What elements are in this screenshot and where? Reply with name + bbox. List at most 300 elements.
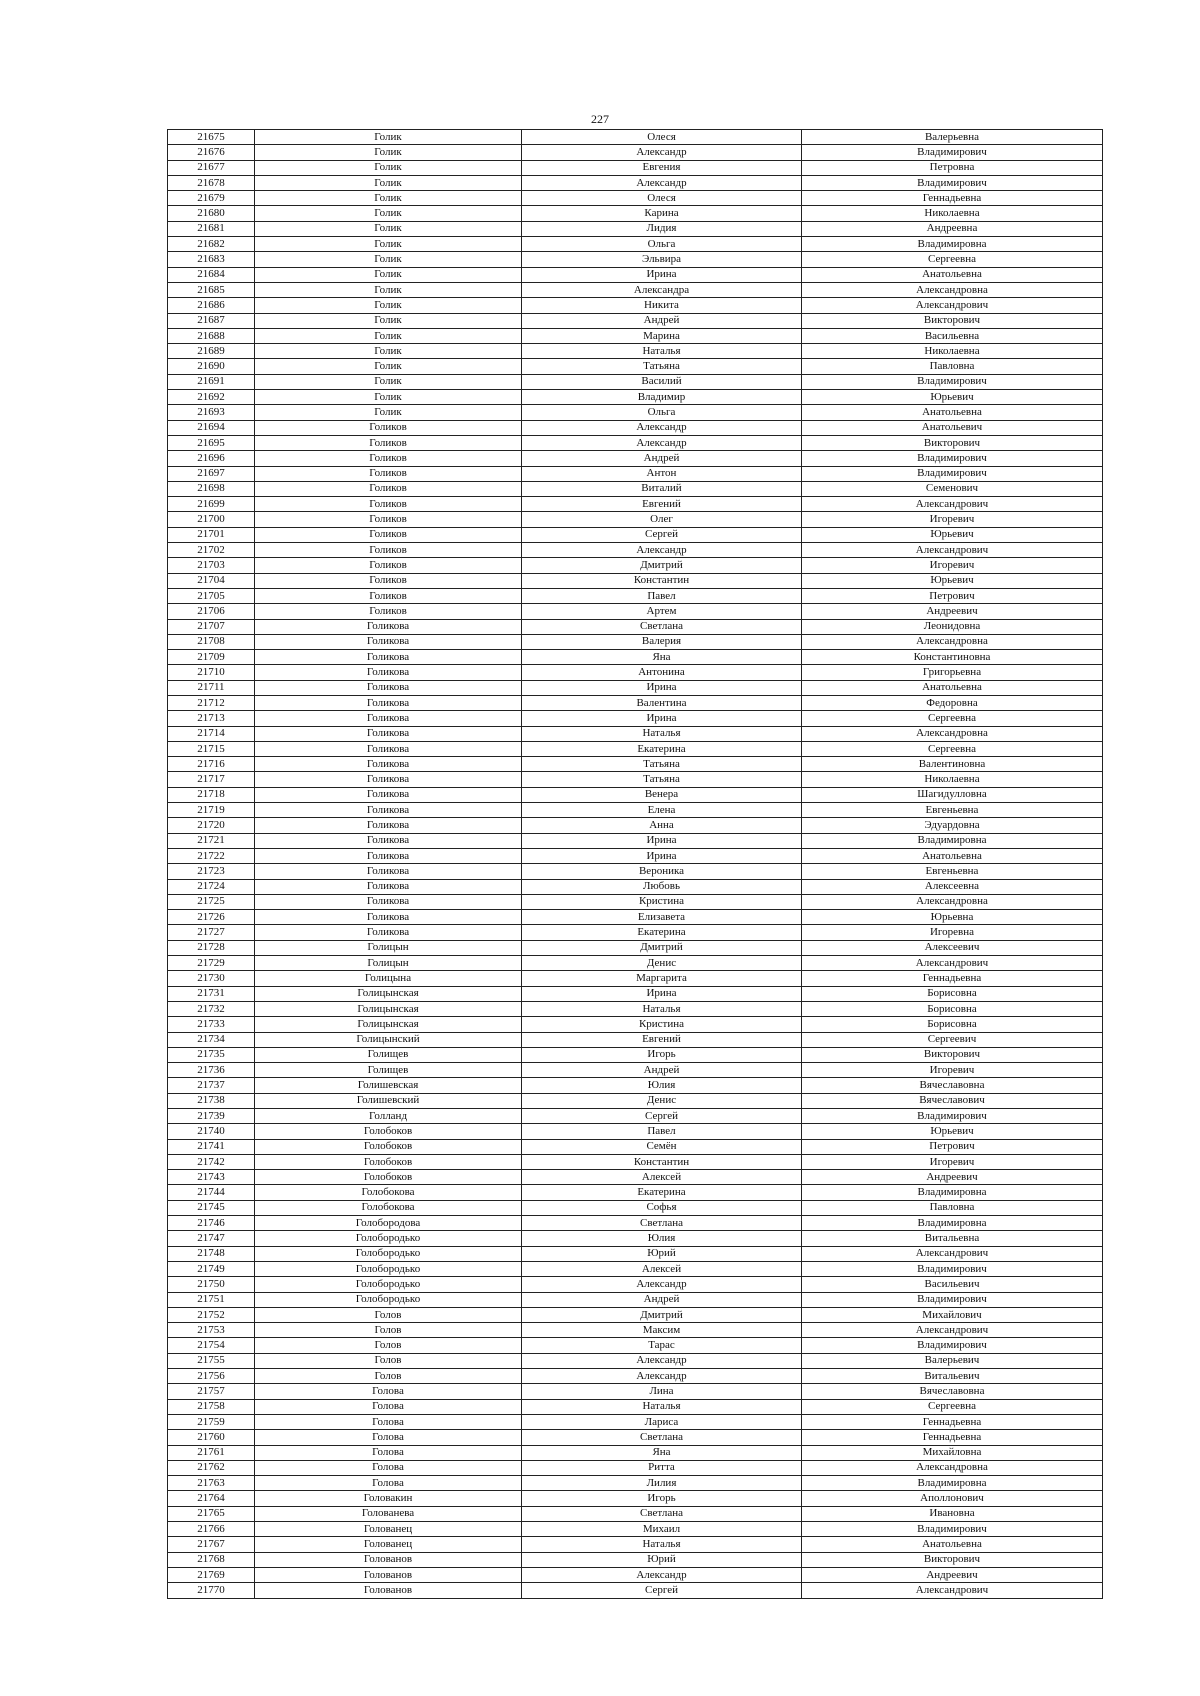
last-name-cell: Голик (255, 252, 522, 267)
patronymic-cell: Владимирович (802, 1261, 1103, 1276)
last-name-cell: Голик (255, 191, 522, 206)
first-name-cell: Эльвира (522, 252, 802, 267)
first-name-cell: Андрей (522, 313, 802, 328)
table-row (168, 1567, 1103, 1582)
table-row (168, 1537, 1103, 1552)
first-name-cell: Лариса (522, 1414, 802, 1429)
last-name-cell: Голова (255, 1414, 522, 1429)
first-name-cell: Елизавета (522, 910, 802, 925)
first-name-cell: Ирина (522, 680, 802, 695)
table-row (168, 1001, 1103, 1016)
first-name-cell: Яна (522, 650, 802, 665)
table-row (168, 1261, 1103, 1276)
record-number-cell: 21708 (168, 634, 255, 649)
page-number: 227 (591, 112, 609, 126)
patronymic-cell: Геннадьевна (802, 1414, 1103, 1429)
record-number-cell: 21751 (168, 1292, 255, 1307)
record-number-cell: 21712 (168, 695, 255, 710)
last-name-cell: Голик (255, 221, 522, 236)
last-name-cell: Голицынская (255, 1017, 522, 1032)
last-name-cell: Голобородько (255, 1292, 522, 1307)
record-number-cell: 21704 (168, 573, 255, 588)
table-row (168, 1093, 1103, 1108)
last-name-cell: Голобоков (255, 1170, 522, 1185)
first-name-cell: Наталья (522, 1399, 802, 1414)
first-name-cell: Екатерина (522, 925, 802, 940)
patronymic-cell: Игоревич (802, 512, 1103, 527)
record-number-cell: 21757 (168, 1384, 255, 1399)
patronymic-cell: Владимировна (802, 237, 1103, 252)
first-name-cell: Виталий (522, 481, 802, 496)
table-row (168, 650, 1103, 665)
table-row (168, 497, 1103, 512)
record-number-cell: 21690 (168, 359, 255, 374)
patronymic-cell: Анатольевна (802, 1537, 1103, 1552)
record-number-cell: 21748 (168, 1246, 255, 1261)
last-name-cell: Голиков (255, 588, 522, 603)
record-number-cell: 21733 (168, 1017, 255, 1032)
table-row (168, 1552, 1103, 1567)
patronymic-cell: Сергеевна (802, 1399, 1103, 1414)
last-name-cell: Голобоков (255, 1124, 522, 1139)
first-name-cell: Ольга (522, 405, 802, 420)
table-row (168, 527, 1103, 542)
record-number-cell: 21756 (168, 1369, 255, 1384)
table-row (168, 971, 1103, 986)
table-row (168, 1078, 1103, 1093)
first-name-cell: Денис (522, 1093, 802, 1108)
record-number-cell: 21718 (168, 787, 255, 802)
first-name-cell: Павел (522, 1124, 802, 1139)
patronymic-cell: Юрьевич (802, 527, 1103, 542)
last-name-cell: Голиков (255, 512, 522, 527)
record-number-cell: 21675 (168, 130, 255, 145)
last-name-cell: Голобородько (255, 1231, 522, 1246)
first-name-cell: Лилия (522, 1476, 802, 1491)
last-name-cell: Голикова (255, 910, 522, 925)
first-name-cell: Олеся (522, 130, 802, 145)
first-name-cell: Евгений (522, 497, 802, 512)
registry-table-container (167, 129, 1102, 1599)
first-name-cell: Олеся (522, 191, 802, 206)
record-number-cell: 21703 (168, 558, 255, 573)
record-number-cell: 21744 (168, 1185, 255, 1200)
first-name-cell: Павел (522, 588, 802, 603)
last-name-cell: Голицынский (255, 1032, 522, 1047)
registry-table (167, 129, 1103, 1599)
patronymic-cell: Семенович (802, 481, 1103, 496)
record-number-cell: 21686 (168, 298, 255, 313)
patronymic-cell: Петрович (802, 588, 1103, 603)
record-number-cell: 21749 (168, 1261, 255, 1276)
record-number-cell: 21720 (168, 818, 255, 833)
registry-table-body (168, 130, 1103, 1599)
patronymic-cell: Владимировна (802, 1216, 1103, 1231)
last-name-cell: Голова (255, 1399, 522, 1414)
record-number-cell: 21716 (168, 757, 255, 772)
patronymic-cell: Александровна (802, 894, 1103, 909)
record-number-cell: 21750 (168, 1277, 255, 1292)
first-name-cell: Анна (522, 818, 802, 833)
last-name-cell: Голованов (255, 1567, 522, 1582)
first-name-cell: Лина (522, 1384, 802, 1399)
first-name-cell: Юрий (522, 1246, 802, 1261)
record-number-cell: 21746 (168, 1216, 255, 1231)
table-row (168, 390, 1103, 405)
last-name-cell: Голиков (255, 527, 522, 542)
patronymic-cell: Павловна (802, 1200, 1103, 1215)
patronymic-cell: Юрьевич (802, 390, 1103, 405)
record-number-cell: 21741 (168, 1139, 255, 1154)
record-number-cell: 21742 (168, 1154, 255, 1169)
last-name-cell: Голик (255, 160, 522, 175)
last-name-cell: Голиков (255, 466, 522, 481)
patronymic-cell: Витальевна (802, 1231, 1103, 1246)
table-row (168, 757, 1103, 772)
table-row (168, 512, 1103, 527)
first-name-cell: Ирина (522, 267, 802, 282)
table-row (168, 206, 1103, 221)
patronymic-cell: Эдуардовна (802, 818, 1103, 833)
table-row (168, 466, 1103, 481)
last-name-cell: Голиков (255, 543, 522, 558)
first-name-cell: Константин (522, 573, 802, 588)
table-row (168, 1216, 1103, 1231)
table-row (168, 435, 1103, 450)
last-name-cell: Голобоков (255, 1154, 522, 1169)
last-name-cell: Голобокова (255, 1200, 522, 1215)
record-number-cell: 21691 (168, 374, 255, 389)
table-row (168, 741, 1103, 756)
patronymic-cell: Владимирович (802, 175, 1103, 190)
patronymic-cell: Александрович (802, 497, 1103, 512)
record-number-cell: 21680 (168, 206, 255, 221)
table-row (168, 588, 1103, 603)
patronymic-cell: Валерьевна (802, 130, 1103, 145)
table-row (168, 1430, 1103, 1445)
first-name-cell: Валерия (522, 634, 802, 649)
table-row (168, 925, 1103, 940)
record-number-cell: 21724 (168, 879, 255, 894)
patronymic-cell: Николаевна (802, 344, 1103, 359)
record-number-cell: 21768 (168, 1552, 255, 1567)
first-name-cell: Светлана (522, 1216, 802, 1231)
patronymic-cell: Анатольевна (802, 848, 1103, 863)
patronymic-cell: Витальевич (802, 1369, 1103, 1384)
record-number-cell: 21735 (168, 1047, 255, 1062)
patronymic-cell: Сергеевна (802, 711, 1103, 726)
table-row (168, 481, 1103, 496)
table-row (168, 451, 1103, 466)
first-name-cell: Антонина (522, 665, 802, 680)
record-number-cell: 21700 (168, 512, 255, 527)
table-row (168, 130, 1103, 145)
patronymic-cell: Владимировна (802, 1476, 1103, 1491)
patronymic-cell: Игоревич (802, 558, 1103, 573)
patronymic-cell: Леонидовна (802, 619, 1103, 634)
patronymic-cell: Анатольевна (802, 680, 1103, 695)
patronymic-cell: Александровна (802, 1460, 1103, 1475)
last-name-cell: Голикова (255, 726, 522, 741)
first-name-cell: Тарас (522, 1338, 802, 1353)
first-name-cell: Семён (522, 1139, 802, 1154)
first-name-cell: Ритта (522, 1460, 802, 1475)
table-row (168, 1445, 1103, 1460)
first-name-cell: Татьяна (522, 359, 802, 374)
last-name-cell: Голищев (255, 1063, 522, 1078)
record-number-cell: 21687 (168, 313, 255, 328)
table-row (168, 1231, 1103, 1246)
last-name-cell: Голиков (255, 604, 522, 619)
patronymic-cell: Евгеньевна (802, 803, 1103, 818)
record-number-cell: 21755 (168, 1353, 255, 1368)
first-name-cell: Татьяна (522, 772, 802, 787)
first-name-cell: Венера (522, 787, 802, 802)
table-row (168, 619, 1103, 634)
first-name-cell: Александр (522, 1567, 802, 1582)
last-name-cell: Голицынская (255, 1001, 522, 1016)
patronymic-cell: Борисовна (802, 986, 1103, 1001)
record-number-cell: 21737 (168, 1078, 255, 1093)
table-row (168, 1338, 1103, 1353)
patronymic-cell: Александровна (802, 726, 1103, 741)
table-row (168, 1399, 1103, 1414)
record-number-cell: 21763 (168, 1476, 255, 1491)
record-number-cell: 21719 (168, 803, 255, 818)
first-name-cell: Софья (522, 1200, 802, 1215)
table-row (168, 680, 1103, 695)
record-number-cell: 21681 (168, 221, 255, 236)
record-number-cell: 21731 (168, 986, 255, 1001)
record-number-cell: 21689 (168, 344, 255, 359)
last-name-cell: Голик (255, 130, 522, 145)
last-name-cell: Голикова (255, 864, 522, 879)
last-name-cell: Голик (255, 175, 522, 190)
record-number-cell: 21677 (168, 160, 255, 175)
last-name-cell: Голицын (255, 940, 522, 955)
table-row (168, 1154, 1103, 1169)
patronymic-cell: Владимирович (802, 1109, 1103, 1124)
first-name-cell: Александр (522, 1369, 802, 1384)
patronymic-cell: Геннадьевна (802, 971, 1103, 986)
table-row (168, 1063, 1103, 1078)
table-row (168, 772, 1103, 787)
first-name-cell: Владимир (522, 390, 802, 405)
table-row (168, 1369, 1103, 1384)
table-row (168, 221, 1103, 236)
table-row (168, 910, 1103, 925)
record-number-cell: 21696 (168, 451, 255, 466)
first-name-cell: Михаил (522, 1522, 802, 1537)
first-name-cell: Светлана (522, 619, 802, 634)
table-row (168, 726, 1103, 741)
patronymic-cell: Андреевич (802, 1170, 1103, 1185)
patronymic-cell: Павловна (802, 359, 1103, 374)
record-number-cell: 21711 (168, 680, 255, 695)
patronymic-cell: Игоревна (802, 925, 1103, 940)
patronymic-cell: Валерьевич (802, 1353, 1103, 1368)
table-row (168, 864, 1103, 879)
first-name-cell: Сергей (522, 1583, 802, 1598)
first-name-cell: Антон (522, 466, 802, 481)
first-name-cell: Ирина (522, 833, 802, 848)
table-row (168, 175, 1103, 190)
record-number-cell: 21709 (168, 650, 255, 665)
record-number-cell: 21764 (168, 1491, 255, 1506)
record-number-cell: 21714 (168, 726, 255, 741)
first-name-cell: Яна (522, 1445, 802, 1460)
record-number-cell: 21676 (168, 145, 255, 160)
patronymic-cell: Сергеевна (802, 741, 1103, 756)
first-name-cell: Александр (522, 1353, 802, 1368)
first-name-cell: Ирина (522, 848, 802, 863)
record-number-cell: 21715 (168, 741, 255, 756)
patronymic-cell: Владимировна (802, 1185, 1103, 1200)
table-row (168, 1491, 1103, 1506)
record-number-cell: 21730 (168, 971, 255, 986)
table-row (168, 894, 1103, 909)
table-row (168, 956, 1103, 971)
first-name-cell: Ирина (522, 986, 802, 1001)
last-name-cell: Голик (255, 405, 522, 420)
table-row (168, 1583, 1103, 1598)
last-name-cell: Голова (255, 1476, 522, 1491)
first-name-cell: Андрей (522, 451, 802, 466)
last-name-cell: Голик (255, 298, 522, 313)
last-name-cell: Голикова (255, 803, 522, 818)
record-number-cell: 21699 (168, 497, 255, 512)
first-name-cell: Сергей (522, 527, 802, 542)
last-name-cell: Голикова (255, 772, 522, 787)
table-row (168, 818, 1103, 833)
first-name-cell: Константин (522, 1154, 802, 1169)
record-number-cell: 21684 (168, 267, 255, 282)
last-name-cell: Голик (255, 206, 522, 221)
patronymic-cell: Викторович (802, 1552, 1103, 1567)
last-name-cell: Голикова (255, 787, 522, 802)
last-name-cell: Голикова (255, 695, 522, 710)
patronymic-cell: Владимирович (802, 374, 1103, 389)
record-number-cell: 21760 (168, 1430, 255, 1445)
patronymic-cell: Сергеевна (802, 252, 1103, 267)
record-number-cell: 21770 (168, 1583, 255, 1598)
last-name-cell: Голик (255, 374, 522, 389)
patronymic-cell: Александрович (802, 1583, 1103, 1598)
record-number-cell: 21707 (168, 619, 255, 634)
table-row (168, 374, 1103, 389)
table-row (168, 1185, 1103, 1200)
patronymic-cell: Александрович (802, 543, 1103, 558)
last-name-cell: Голик (255, 237, 522, 252)
record-number-cell: 21740 (168, 1124, 255, 1139)
patronymic-cell: Геннадьевна (802, 191, 1103, 206)
table-row (168, 1460, 1103, 1475)
first-name-cell: Кристина (522, 1017, 802, 1032)
first-name-cell: Андрей (522, 1292, 802, 1307)
patronymic-cell: Викторович (802, 1047, 1103, 1062)
record-number-cell: 21761 (168, 1445, 255, 1460)
patronymic-cell: Вячеславовна (802, 1384, 1103, 1399)
record-number-cell: 21697 (168, 466, 255, 481)
last-name-cell: Голобородько (255, 1246, 522, 1261)
table-row (168, 604, 1103, 619)
last-name-cell: Голишевская (255, 1078, 522, 1093)
record-number-cell: 21769 (168, 1567, 255, 1582)
first-name-cell: Евгения (522, 160, 802, 175)
patronymic-cell: Вячеславовна (802, 1078, 1103, 1093)
record-number-cell: 21692 (168, 390, 255, 405)
patronymic-cell: Юрьевич (802, 573, 1103, 588)
first-name-cell: Игорь (522, 1047, 802, 1062)
table-row (168, 1124, 1103, 1139)
first-name-cell: Екатерина (522, 741, 802, 756)
patronymic-cell: Игоревич (802, 1063, 1103, 1078)
last-name-cell: Голованов (255, 1552, 522, 1567)
patronymic-cell: Анатольевна (802, 267, 1103, 282)
last-name-cell: Голик (255, 282, 522, 297)
last-name-cell: Голиков (255, 497, 522, 512)
first-name-cell: Александра (522, 282, 802, 297)
last-name-cell: Голиков (255, 451, 522, 466)
last-name-cell: Голованов (255, 1583, 522, 1598)
table-row (168, 1017, 1103, 1032)
table-row (168, 695, 1103, 710)
patronymic-cell: Ивановна (802, 1506, 1103, 1521)
first-name-cell: Марина (522, 328, 802, 343)
table-row (168, 665, 1103, 680)
table-row (168, 1032, 1103, 1047)
patronymic-cell: Евгеньевна (802, 864, 1103, 879)
last-name-cell: Голикова (255, 894, 522, 909)
record-number-cell: 21717 (168, 772, 255, 787)
patronymic-cell: Михайлович (802, 1307, 1103, 1322)
patronymic-cell: Владимирович (802, 145, 1103, 160)
record-number-cell: 21739 (168, 1109, 255, 1124)
first-name-cell: Дмитрий (522, 558, 802, 573)
table-row (168, 237, 1103, 252)
first-name-cell: Наталья (522, 344, 802, 359)
patronymic-cell: Алексеевна (802, 879, 1103, 894)
last-name-cell: Голицына (255, 971, 522, 986)
table-row (168, 252, 1103, 267)
last-name-cell: Голов (255, 1323, 522, 1338)
first-name-cell: Вероника (522, 864, 802, 879)
last-name-cell: Голобородько (255, 1277, 522, 1292)
first-name-cell: Юлия (522, 1231, 802, 1246)
patronymic-cell: Андреевна (802, 221, 1103, 236)
record-number-cell: 21727 (168, 925, 255, 940)
patronymic-cell: Владимирович (802, 1292, 1103, 1307)
patronymic-cell: Алексеевич (802, 940, 1103, 955)
record-number-cell: 21693 (168, 405, 255, 420)
first-name-cell: Любовь (522, 879, 802, 894)
last-name-cell: Голикова (255, 757, 522, 772)
table-row (168, 1522, 1103, 1537)
record-number-cell: 21705 (168, 588, 255, 603)
first-name-cell: Алексей (522, 1261, 802, 1276)
patronymic-cell: Михайловна (802, 1445, 1103, 1460)
record-number-cell: 21758 (168, 1399, 255, 1414)
table-row (168, 267, 1103, 282)
record-number-cell: 21695 (168, 435, 255, 450)
table-row (168, 298, 1103, 313)
patronymic-cell: Николаевна (802, 206, 1103, 221)
record-number-cell: 21729 (168, 956, 255, 971)
table-row (168, 711, 1103, 726)
last-name-cell: Голова (255, 1445, 522, 1460)
patronymic-cell: Анатольевна (802, 405, 1103, 420)
first-name-cell: Карина (522, 206, 802, 221)
